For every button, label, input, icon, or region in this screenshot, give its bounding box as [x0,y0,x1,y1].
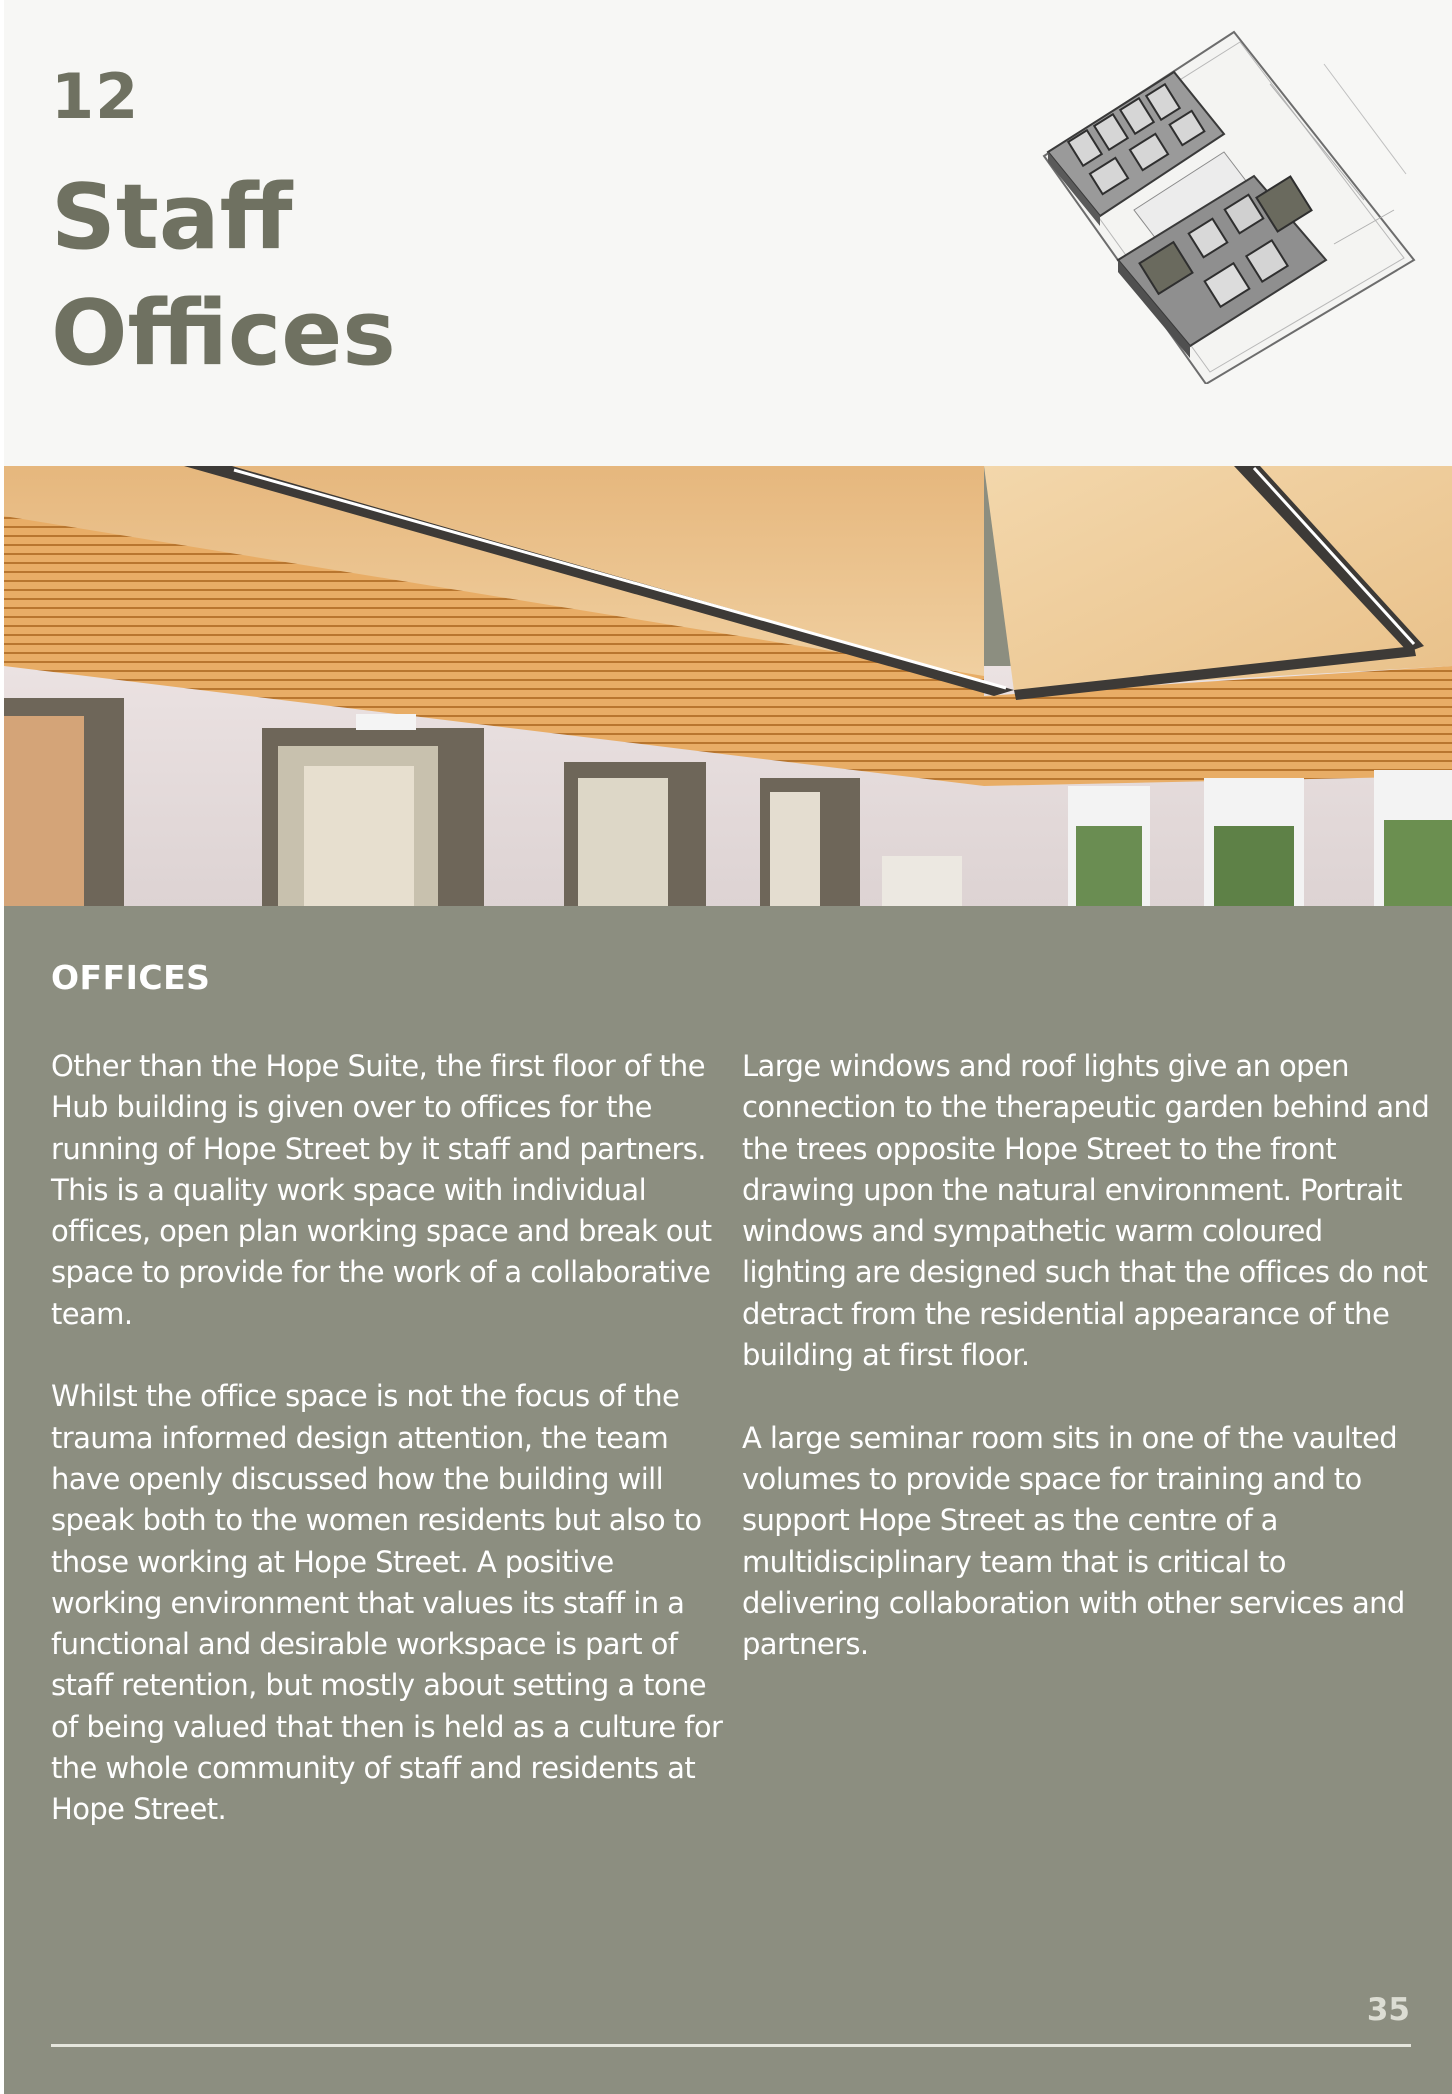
footer-divider [51,2044,1411,2047]
right-text-column [742,1046,1432,1707]
header-band [4,0,1452,466]
body-paragraph: Other than the Hope Suite, the first floor of the Hub building is given over to offices for the running of Hope Street by it staff and partners. This is a quality work space with individual offices, open plan working space and break out space to provide for the work of a collaborative team. [51,1049,712,1331]
section-heading: OFFICES [51,958,211,997]
chapter-number: 12 [51,60,140,133]
page-number: 35 [1366,1992,1410,2028]
left-text-column [51,1046,731,1872]
page [4,0,1452,2094]
body-paragraph: A large seminar room sits in one of the vaulted volumes to provide space for training and to support Hope Street as the centre of a multidisciplinary team that is critical to delivering collaboration with other services and partners. [742,1420,1405,1662]
office-interior-photo [4,466,1452,906]
axonometric-floor-plan-illustration [1034,24,1424,384]
page-title [51,160,551,392]
body-paragraph: Whilst the office space is not the focus of the trauma informed design attention, the team have openly discussed how the building will speak both to the women residents but also to those working at Hope Street. A positive working environment that values its staff in a functional and desirable workspace is part of staff retention, but mostly about setting a tone of being valued that then is held as a culture for the whole community of staff and residents at Hope Street. [51,1379,723,1827]
body-paragraph: Large windows and roof lights give an open connection to the therapeutic garden behind and the trees opposite Hope Street to the front drawing upon the natural environment. Portrait windows and sympathetic warm coloured lighting are designed such that the offices do not detract from the residential appearance of the building at first floor. [742,1049,1430,1373]
page-title-line1: Staff [51,165,293,270]
page-title-line2: Offices [51,281,396,386]
